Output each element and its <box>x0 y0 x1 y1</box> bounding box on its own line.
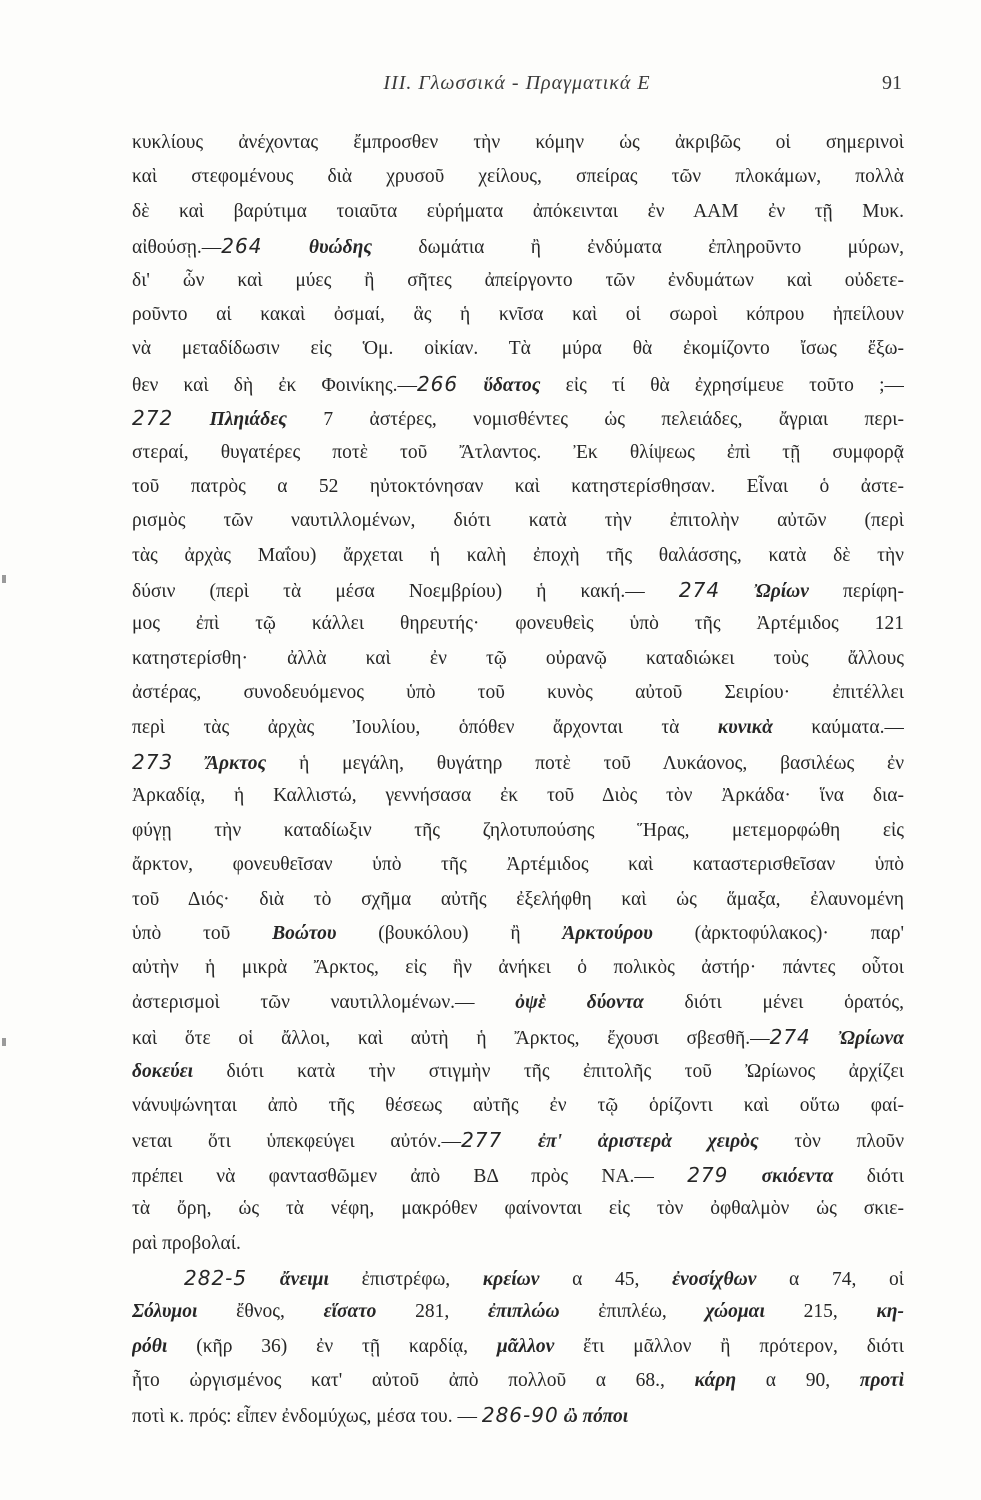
text-run: τοῦ Διός· διὰ τὸ σχῆμα αὐτῆς ἐξελήφθη καὶ ὡς ἅμαξα, ἐλαυνομένη <box>132 888 904 910</box>
text-line <box>132 1055 904 1089</box>
text-run: τὰ ὄρη, ὡς τὰ νέφη, μακρόθεν φαίνονται εἰς τὸν ὀφθαλμὸν ὡς σκιε- <box>132 1198 904 1220</box>
margin-mark <box>2 575 6 583</box>
lemma: ἐπιπλώω <box>488 1301 560 1323</box>
verse-number: 273 <box>132 750 174 775</box>
text-run: α 90, <box>736 1370 860 1392</box>
text-run: καύματα.— <box>772 716 904 738</box>
text-line <box>132 160 904 194</box>
text-line <box>132 436 904 470</box>
text-line <box>132 986 904 1020</box>
text-run: α 45, <box>539 1268 673 1290</box>
text-run: μος ἐπὶ τῷ κάλλει θηρευτής· φονευθεὶς ὑπὸ τῆς Ἀρτέμιδος 121 <box>132 613 904 635</box>
text-run: ἔθνος, <box>197 1301 324 1323</box>
text-run: κατηστερίσθη· ἀλλὰ καὶ ἐν τῷ οὐρανῷ καταδιώκει τοὺς ἄλλους <box>132 647 904 669</box>
text-line <box>132 298 904 332</box>
lemma: Σόλυμοι <box>132 1301 198 1323</box>
text-run: Ἀρκαδίᾳ, ἡ Καλλιστώ, γεννήσασα ἐκ τοῦ Διὸς τὸν Ἀρκάδα· ἵνα δια- <box>132 785 904 807</box>
text-run: (ἀρκτοφύλακος)· παρ' <box>652 922 904 944</box>
text-run: κυκλίους ἀνέχοντας ἔμπροσθεν τὴν κόμην ὡς ἀκριβῶς οἱ σημερινοὶ <box>132 132 904 153</box>
running-title: III. Γλωσσικά - Πραγματικά Ε <box>383 72 651 94</box>
text-line <box>132 779 904 813</box>
text-run: ρισμὸς τῶν ναυτιλλομένων, διότι κατὰ τὴν ἐπιτολὴν αὐτῶν (περὶ <box>132 510 904 532</box>
text-run: νάνυψώνηται ἀπὸ τῆς θέσεως αὐτῆς ἐν τῷ ὁρίζοντι καὶ οὕτω φαί- <box>132 1094 904 1116</box>
lemma: χώομαι <box>705 1301 765 1323</box>
text-run: αἰθούσῃ.— <box>132 237 222 259</box>
text-line <box>132 126 904 160</box>
text-line <box>132 814 904 848</box>
text-line <box>132 539 904 573</box>
text-run: δι' ὧν καὶ μύες ἢ σῆτες ἀπείργοντο τῶν ἐνδυμάτων καὶ οὐδετε- <box>132 269 904 291</box>
text-run: τοῦ πατρὸς α 52 ηὐτοκτόνησαν καὶ κατηστερίσθησαν. Εἶναι ὁ ἀστε- <box>132 475 904 497</box>
verse-number: 279 <box>687 1162 729 1187</box>
text-run: δωμάτια ἢ ἐνδύματα ἐπληροῦντο μύρων, <box>372 237 904 259</box>
verse-number: 277 <box>461 1128 503 1153</box>
verse-number: 282-5 <box>184 1265 248 1290</box>
text-line <box>132 470 904 504</box>
lemma: ὕδατος <box>483 374 541 396</box>
text-run: νὰ μεταδίδωσιν εἰς Ὁμ. οἰκίαν. Τὰ μύρα θὰ ἐκομίζοντο ἴσως ἔξω- <box>132 338 904 360</box>
running-head <box>132 72 902 102</box>
text-line <box>132 229 904 263</box>
lemma: Βοώτου <box>272 922 337 944</box>
text-run: ροῦντο αἱ κακαὶ ὀσμαί, ἃς ἡ κνῖσα καὶ οἱ σωροὶ κόπρου ἠπείλουν <box>132 303 904 325</box>
lemma: ἐπ' ἀριστερὰ χειρὸς <box>537 1131 759 1153</box>
text-line <box>132 504 904 538</box>
text-run: περίφη- <box>808 581 904 603</box>
text-line <box>132 264 904 298</box>
text-run: περὶ τὰς ἀρχὰς Ἰουλίου, ὁπόθεν ἄρχονται τὰ <box>132 716 718 738</box>
verse-number: 264 <box>221 234 263 259</box>
lemma: Ἀρκτούρου <box>562 922 653 944</box>
text-line <box>132 642 904 676</box>
text-run: ἄρκτον, φονευθεῖσαν ὑπὸ τῆς Ἀρτέμιδος καὶ καταστερισθεῖσαν ὑπὸ <box>132 854 904 876</box>
text-run: διότι <box>833 1165 904 1187</box>
lemma: ἐνοσίχθων <box>672 1268 757 1290</box>
lemma: σκιόεντα <box>761 1165 834 1187</box>
text-line <box>132 607 904 641</box>
text-run <box>728 1166 761 1187</box>
verse-number: 286-90 <box>481 1403 559 1428</box>
text-run: (βουκόλου) ἢ <box>336 922 563 944</box>
lemma: προτὶ <box>859 1370 904 1392</box>
text-run <box>262 237 308 258</box>
lemma: ρόθι <box>132 1335 168 1357</box>
text-line <box>132 1158 904 1192</box>
lemma: κρείων <box>482 1268 540 1290</box>
text-line <box>132 745 904 779</box>
text-line <box>132 573 904 607</box>
verse-number: 274 <box>769 1025 811 1050</box>
lemma: δοκεύει <box>132 1060 194 1082</box>
text-line <box>132 917 904 951</box>
text-line <box>132 401 904 435</box>
text-run: δύσιν (περὶ τὰ μέσα Νοεμβρίου) ἡ κακή.— <box>132 581 679 603</box>
lemma: μᾶλλον <box>496 1335 555 1357</box>
text-run: θεν καὶ δὴ ἐκ Φοινίκης.— <box>132 374 417 396</box>
text-line <box>132 1123 904 1157</box>
lemma: ἄνειμι <box>279 1268 329 1290</box>
lemma: Ἄρκτος <box>206 753 267 775</box>
lemma: ὀψὲ δύοντα <box>515 991 644 1013</box>
text-line <box>132 1192 904 1226</box>
text-line <box>132 1261 904 1295</box>
text-run: ἦτο ὠργισμένος κατ' αὐτοῦ ἀπὸ πολλοῦ α 68., <box>132 1370 695 1392</box>
text-run: ραὶ προβολαί. <box>132 1232 241 1254</box>
lemma: ὢ πόποι <box>563 1406 629 1428</box>
text-run: ποτὶ κ. πρός: εἶπεν ἐνδομύχως, μέσα του. — <box>132 1406 482 1428</box>
text-line <box>132 1227 904 1261</box>
text-run: καὶ στεφομένους διὰ χρυσοῦ χείλους, σπείρας τῶν πλοκάμων, πολλὰ <box>132 166 904 188</box>
text-run: δὲ καὶ βαρύτιμα τοιαῦτα εὑρήματα ἀπόκεινται ἐν ΑΑΜ ἐν τῇ Μυκ. <box>132 200 904 222</box>
text-line <box>132 711 904 745</box>
verse-number: 266 <box>416 371 459 396</box>
text-line <box>132 676 904 710</box>
text-line <box>132 883 904 917</box>
lemma: θυώδης <box>308 237 373 259</box>
lemma: κυνικὰ <box>717 716 773 738</box>
lemma: Πληιάδες <box>209 409 287 431</box>
text-run: ἔτι μᾶλλον ἢ πρότερον, διότι <box>554 1335 904 1357</box>
lemma: κη- <box>876 1301 904 1323</box>
text-run <box>173 409 209 430</box>
text-run <box>247 1269 280 1290</box>
text-run: (κῆρ 36) ἐν τῇ καρδίᾳ, <box>167 1335 497 1357</box>
text-run: ἐπιπλέω, <box>559 1301 706 1323</box>
text-run: στεραί, θυγατέρες ποτὲ τοῦ Ἄτλαντος. Ἐκ θλίψεως ἐπὶ τῇ συμφορᾷ <box>132 441 904 463</box>
text-run <box>458 375 483 396</box>
lemma: κάρη <box>694 1370 737 1392</box>
text-run: διότι μένει ὁρατός, <box>643 991 904 1013</box>
text-line <box>132 1089 904 1123</box>
text-line <box>132 1295 904 1329</box>
text-run: νεται ὅτι ὑπεκφεύγει αὐτόν.— <box>132 1131 462 1153</box>
text-run <box>720 581 754 602</box>
margin-mark <box>2 1038 6 1046</box>
text-line <box>132 195 904 229</box>
text-line <box>132 1020 904 1054</box>
text-line <box>132 332 904 366</box>
text-line <box>132 951 904 985</box>
text-run: ὑπὸ τοῦ <box>132 922 273 944</box>
text-run: τὰς ἀρχὰς Μαΐου) ἄρχεται ἡ καλὴ ἐποχὴ τῆς θαλάσσης, κατὰ δὲ τὴν <box>132 544 904 566</box>
text-run <box>502 1131 538 1152</box>
text-run: ἡ μεγάλη, θυγάτηρ ποτὲ τοῦ Λυκάονος, βασιλέως ἐν <box>266 753 904 775</box>
text-run: ἐπιστρέφω, <box>328 1268 483 1290</box>
text-run: 281, <box>376 1301 488 1323</box>
text-run: διότι κατὰ τὴν στιγμὴν τῆς ἐπιτολῆς τοῦ Ὠρίωνος ἀρχίζει <box>193 1060 904 1082</box>
text-run: 7 ἀστέρες, νομισθέντες ὡς πελειάδες, ἄγριαι περι- <box>287 409 904 431</box>
text-run: αὐτὴν ἡ μικρὰ Ἄρκτος, εἰς ἣν ἀνήκει ὁ πολικὸς ἀστήρ· πάντες οὗτοι <box>132 957 904 979</box>
text-run: πρέπει νὰ φαντασθῶμεν ἀπὸ ΒΔ πρὸς ΝΑ.— <box>132 1165 688 1187</box>
text-run: εἰς τί θὰ ἐχρησίμευε τοῦτο ;— <box>540 374 904 396</box>
text-run: ἀστερισμοὶ τῶν ναυτιλλομένων.— <box>132 991 516 1013</box>
text-run: φύγῃ τὴν καταδίωξιν τῆς ζηλοτυπούσης Ἥρας, μετεμορφώθη εἰς <box>132 819 904 841</box>
text-run: τὸν πλοῦν <box>758 1131 904 1153</box>
text-line <box>132 367 904 401</box>
text-line <box>132 1330 904 1364</box>
text-line <box>132 1398 904 1432</box>
lemma: Ὠρίων <box>754 581 809 603</box>
body-text <box>132 126 904 1433</box>
text-line <box>132 1364 904 1398</box>
text-run: α 74, οἱ <box>756 1268 904 1290</box>
verse-number: 272 <box>132 406 174 431</box>
verse-number: 274 <box>678 578 721 603</box>
text-line <box>132 848 904 882</box>
lemma: εἵσατο <box>323 1301 377 1323</box>
lemma: Ὠρίωνα <box>838 1028 904 1050</box>
page-number: 91 <box>882 72 902 94</box>
text-run <box>811 1028 839 1049</box>
text-run: ἀστέρας, συνοδευόμενος ὑπὸ τοῦ κυνὸς αὐτοῦ Σειρίου· ἐπιτέλλει <box>132 682 904 704</box>
text-run: 215, <box>764 1301 877 1323</box>
text-run <box>173 753 206 774</box>
text-run: καὶ ὅτε οἱ ἄλλοι, καὶ αὐτὴ ἡ Ἄρκτος, ἔχουσι σβεσθῆ.— <box>132 1028 770 1050</box>
